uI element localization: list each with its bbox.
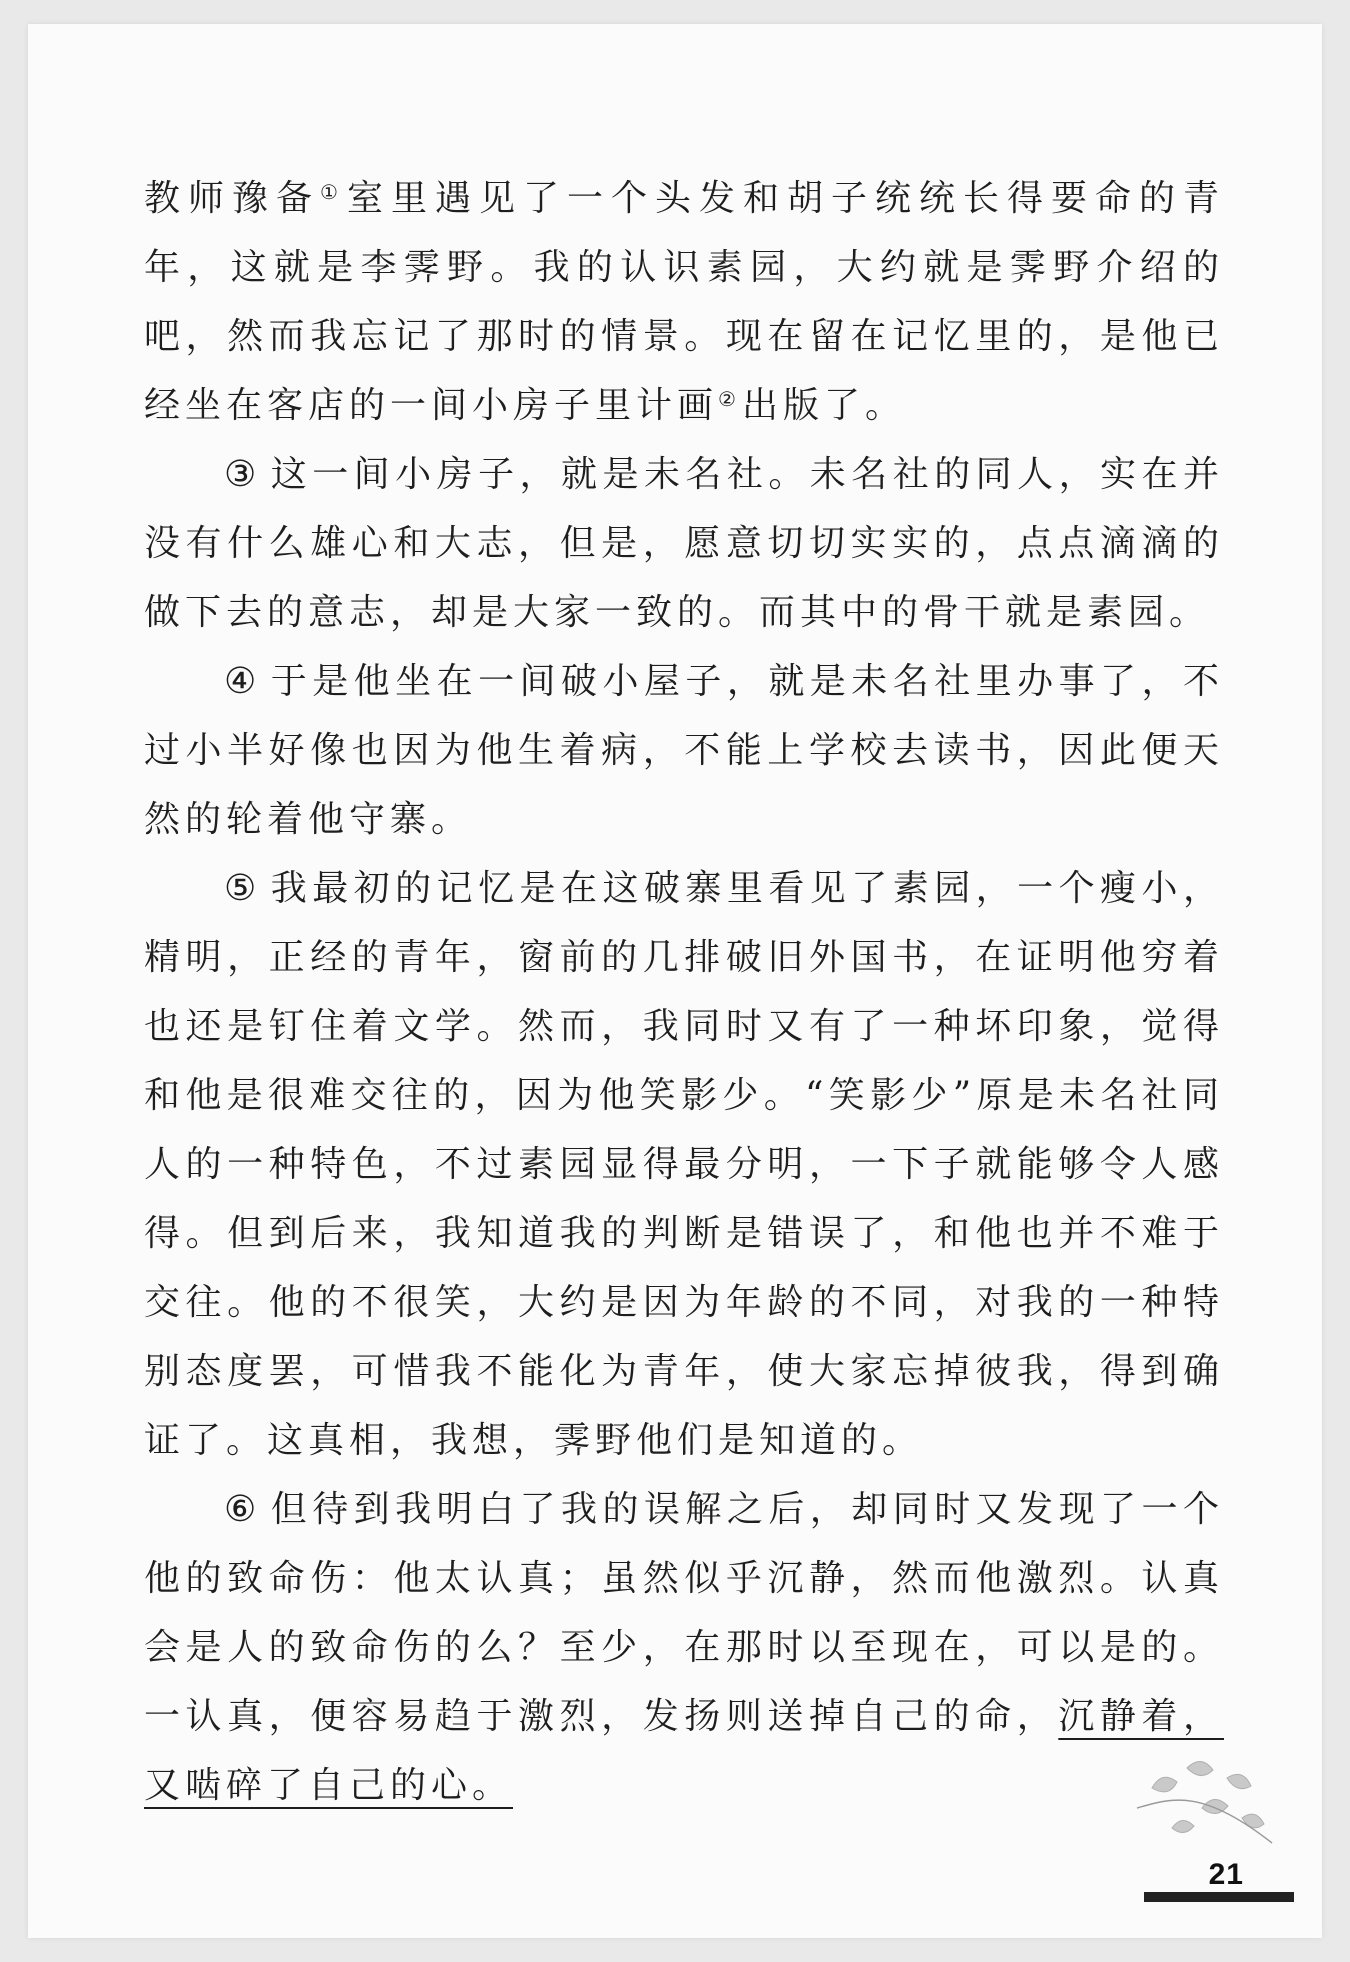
paragraph-text: 教师豫备 [144,178,321,219]
page-number-rule [1144,1892,1294,1902]
paragraph-6 [144,1475,1224,1820]
paragraph-text: 于是他坐在一间破小屋子，就是未名社里办事了，不过小半好像也因为他生着病，不能上学校去读书，因此便天然的轮着他守寨。 [144,661,1224,840]
leaf-decoration-icon [1132,1748,1282,1868]
paragraph-5 [144,854,1224,1475]
paragraph-continued [144,164,1224,440]
paragraph-text: 室里遇见了一个头发和胡子统统长得要命的青年，这就是李霁野。我的认识素园，大约就是霁野介绍的吧，然而我忘记了那时的情景。现在留在记忆里的，是他已经坐在客店的一间小房子里计画 [144,178,1224,426]
paragraph-number: ⑤ [224,868,257,909]
page-number: 21 [1208,1858,1244,1891]
paragraph-4 [144,647,1224,854]
paragraph-number: ④ [224,661,257,702]
footnote-marker-2: ② [718,387,736,411]
body-text [144,164,1224,1820]
paragraph-text: 这一间小房子，就是未名社。未名社的同人，实在并没有什么雄心和大志，但是，愿意切切实实的，点点滴滴的做下去的意志，却是大家一致的。而其中的骨干就是素园。 [144,454,1224,633]
paragraph-text: 我最初的记忆是在这破寨里看见了素园，一个瘦小，精明，正经的青年，窗前的几排破旧外国书，在证明他穷着也还是钉住着文学。然而，我同时又有了一种坏印象，觉得和他是很难交往的，因为他笑影少。“笑影少”原是未名社同人的一种特色，不过素园显得最分明，一下子就能够令人感得。但到后来，我知道我的判断是错误了，和他也并不难于交往。他的不很笑，大约是因为年龄的不同，对我的一种特别态度罢，可惜我不能化为青年，使大家忘掉彼我，得到确证了。这真相，我想，霁野他们是知道的。 [144,868,1224,1461]
paragraph-number: ⑥ [224,1489,257,1530]
footnote-marker-1: ① [320,180,341,204]
paragraph-3 [144,440,1224,647]
paragraph-text: 出版了。 [741,385,906,426]
book-page [28,24,1322,1938]
paragraph-number: ③ [224,454,257,495]
paragraph-text: 但待到我明白了我的误解之后，却同时又发现了一个他的致命伤：他太认真；虽然似乎沉静，然而他激烈。认真会是人的致命伤的么？至少，在那时以至现在，可以是的。一认真，便容易趋于激烈，发扬则送掉自己的命， [144,1489,1224,1737]
underlined-sentence: 沉静着，又啮碎了自己的心。 [144,1696,1224,1806]
